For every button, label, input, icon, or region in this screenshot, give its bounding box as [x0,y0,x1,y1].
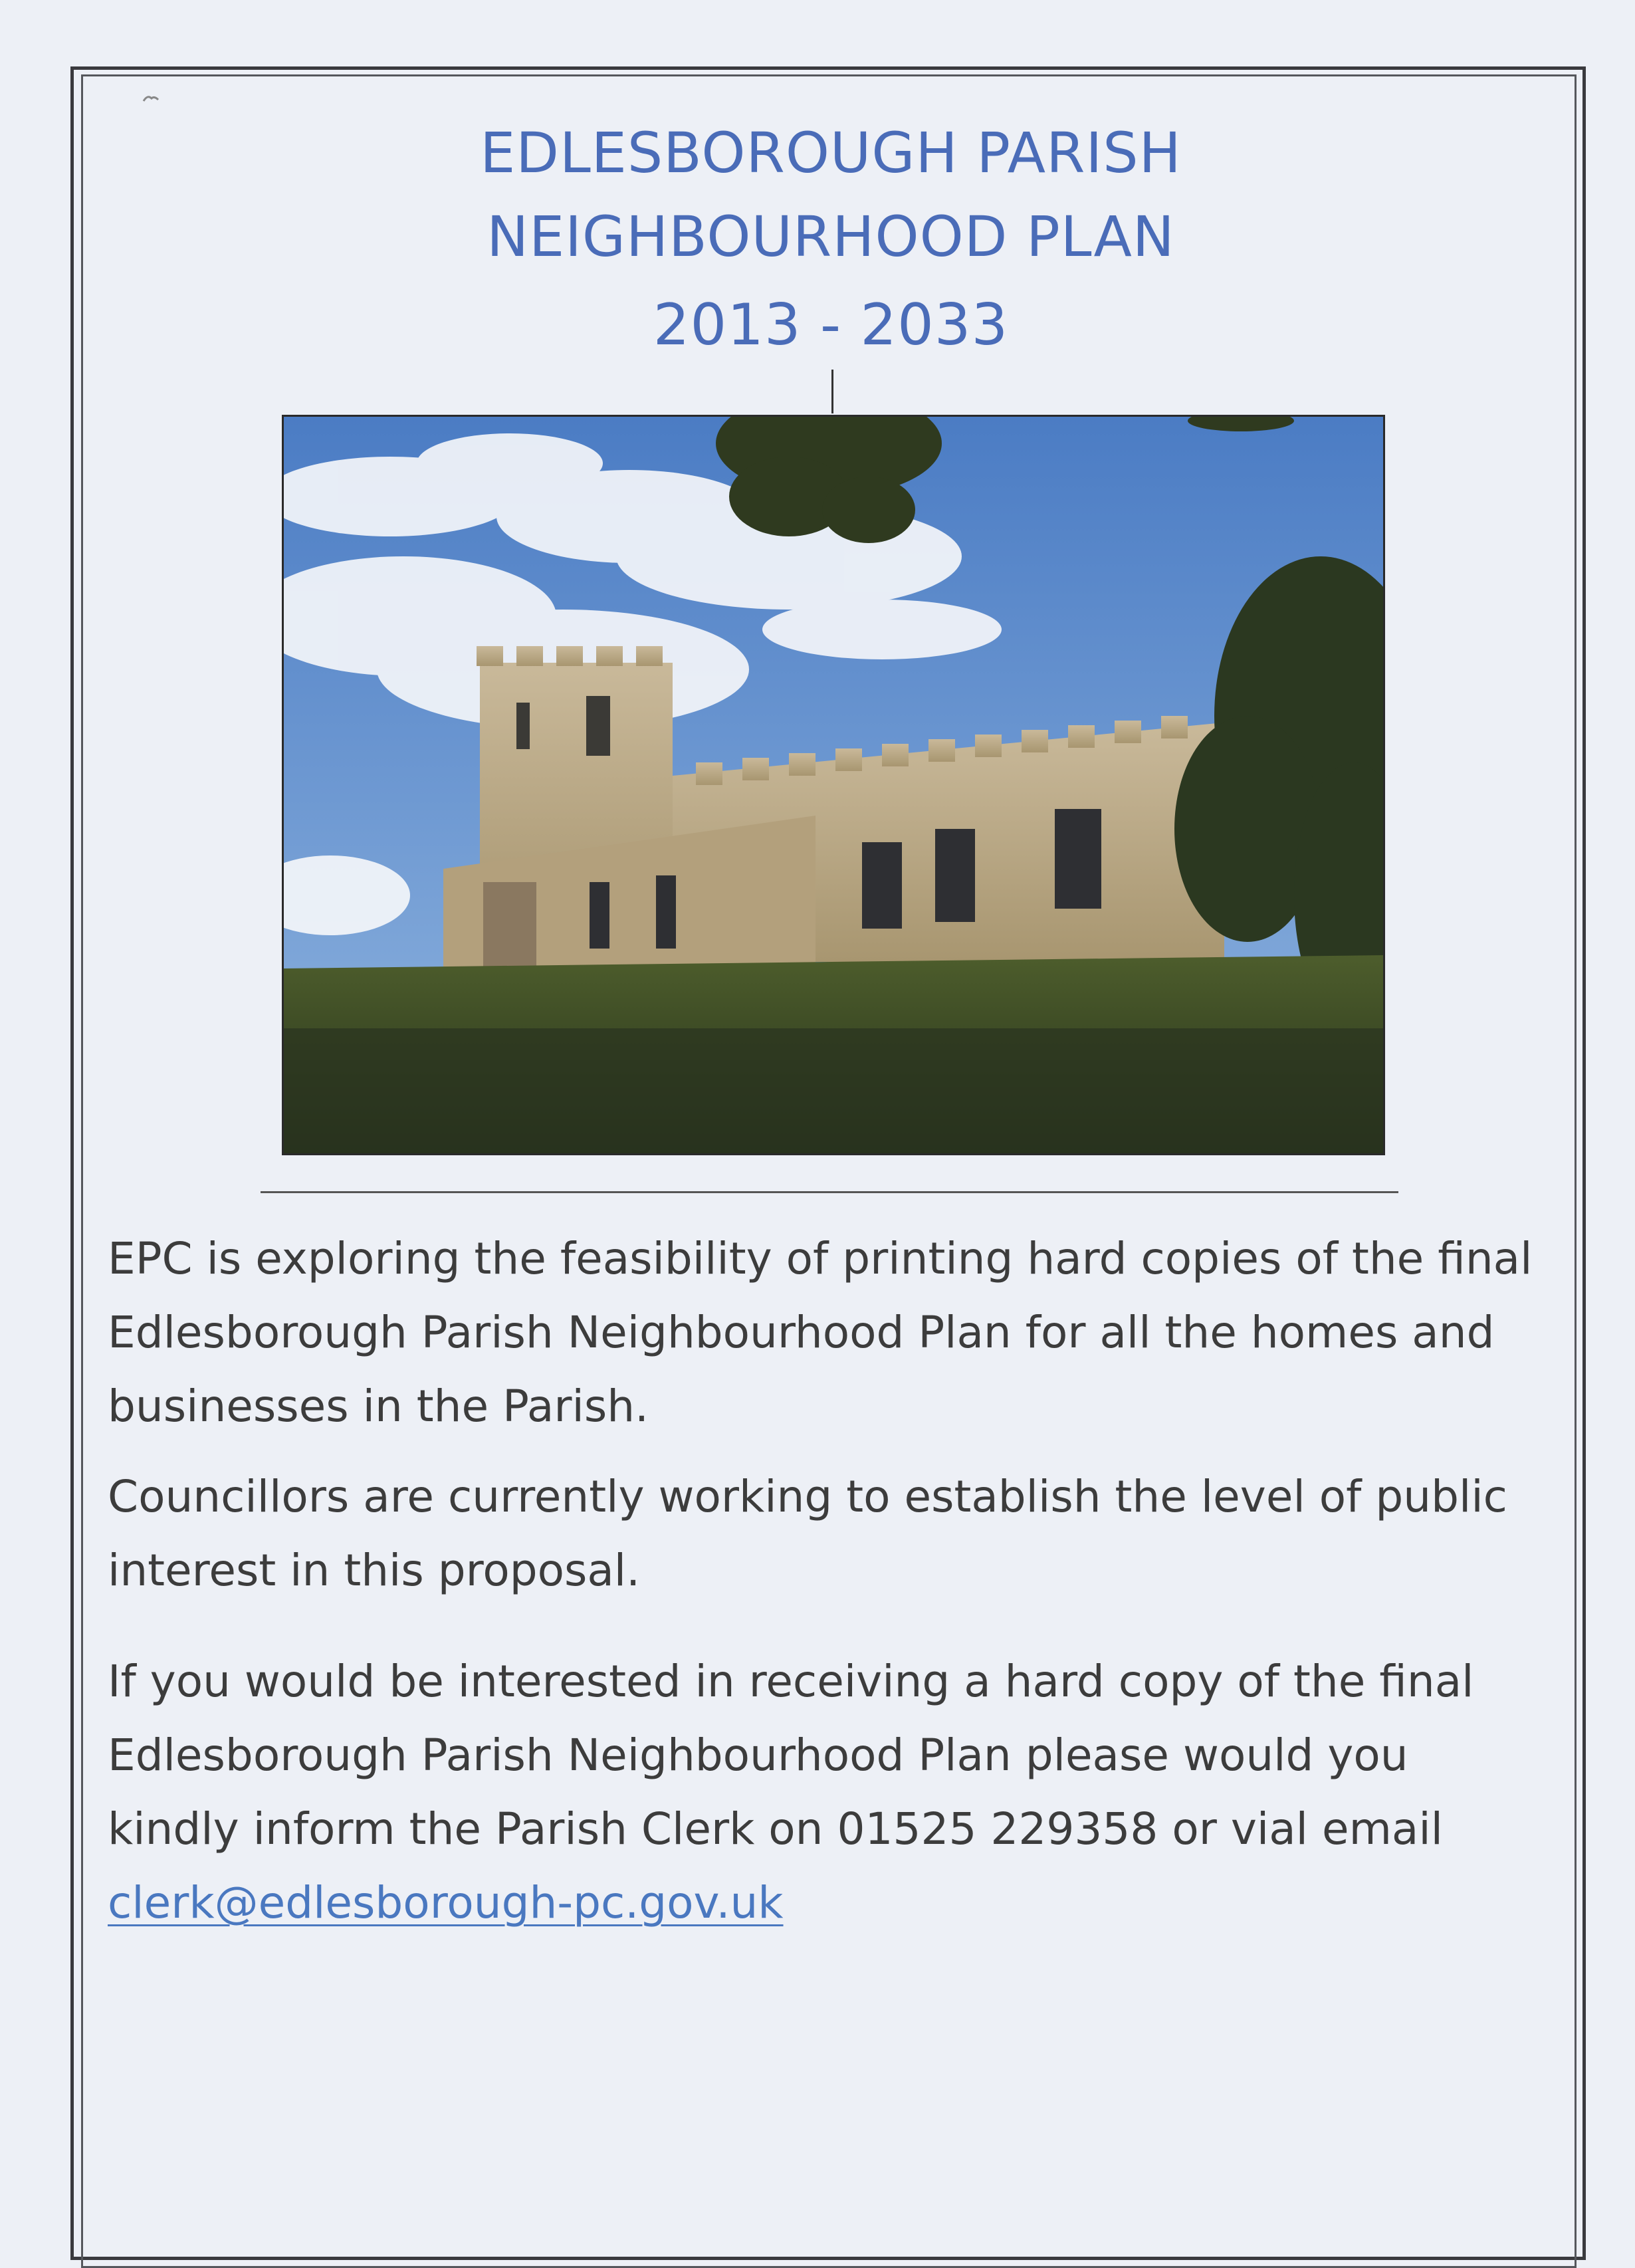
church-photo [282,415,1385,1155]
paragraph-line: interest in this proposal. [108,1545,641,1596]
paragraph-feasibility [108,1222,1563,1443]
email-link[interactable]: clerk@edlesborough-pc.gov.uk [108,1877,784,1928]
paragraph-line: Edlesborough Parish Neighbourhood Plan for all the homes and [108,1307,1495,1358]
paragraph-contact [108,1644,1563,1940]
title-years: 2013 - 2033 [653,292,1009,358]
pin-mark [831,370,833,413]
title-line-2: NEIGHBOURHOOD PLAN [487,204,1175,269]
paragraph-line: EPC is exploring the feasibility of printing hard copies of the final [108,1233,1533,1284]
paragraph-line: Edlesborough Parish Neighbourhood Plan please would you [108,1730,1408,1781]
title-line-1: EDLESBOROUGH PARISH [480,120,1182,185]
paragraph-line: Councillors are currently working to establish the level of public [108,1471,1507,1522]
paragraph-line: businesses in the Parish. [108,1381,649,1432]
paragraph-councillors [108,1460,1563,1607]
divider [261,1191,1398,1193]
church-photo-icon [284,417,1383,1153]
paragraph-line: kindly inform the Parish Clerk on 01525 229358 or vial email [108,1803,1444,1855]
paragraph-line: If you would be interested in receiving a hard copy of the final [108,1656,1474,1707]
scan-speck-mark [142,93,160,104]
